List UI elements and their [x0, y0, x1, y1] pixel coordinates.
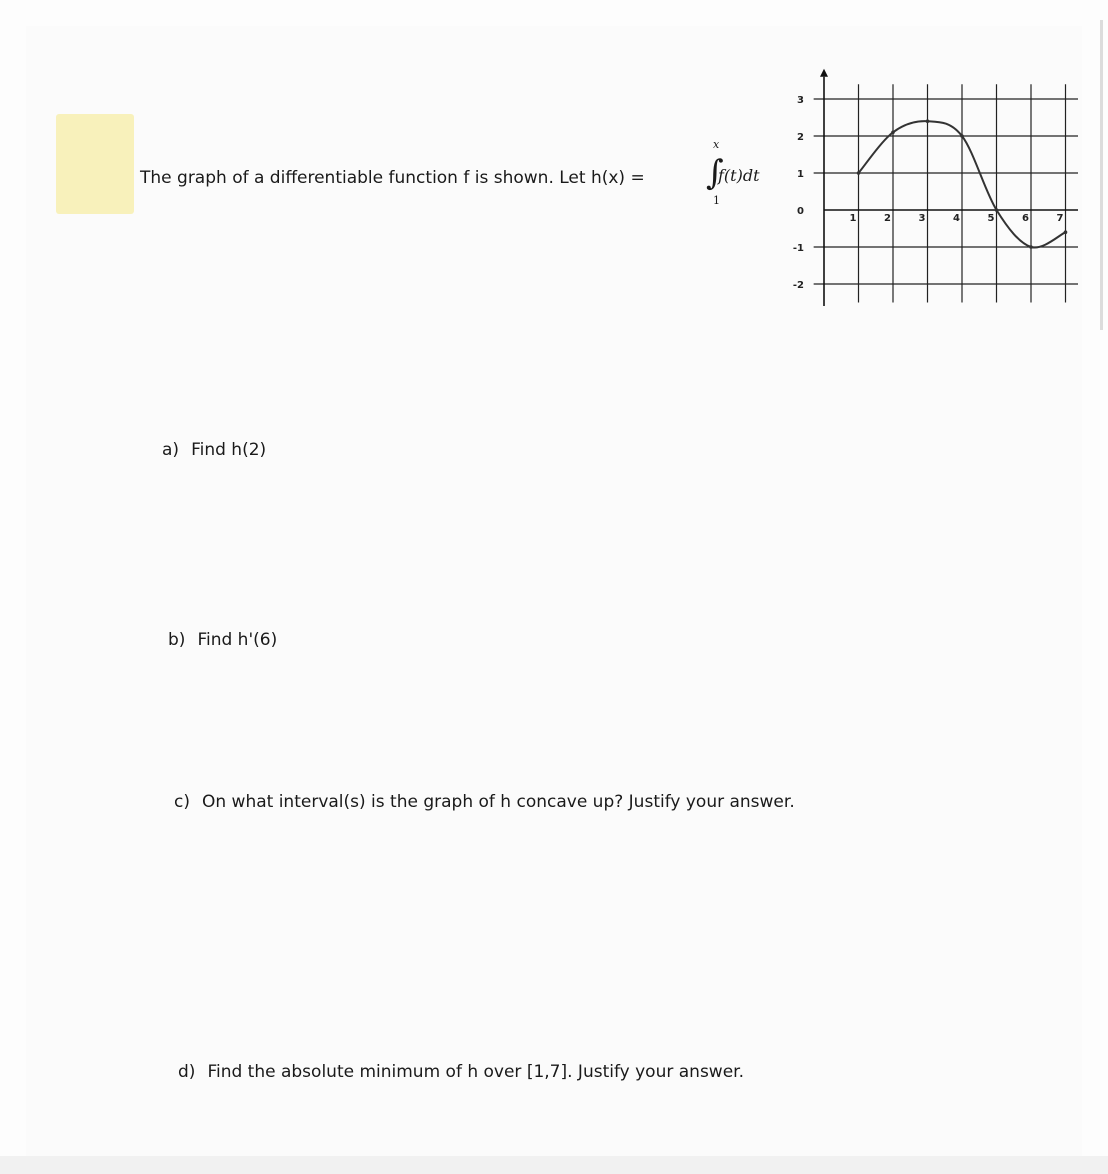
y-tick-label: 2	[797, 132, 804, 143]
curve-point	[1064, 230, 1068, 234]
curve-point	[995, 208, 999, 212]
x-tick-label: 1	[849, 213, 857, 224]
integral-sign: ∫	[706, 153, 724, 193]
x-tick-label: 5	[987, 213, 995, 224]
x-tick-label: 2	[884, 213, 891, 224]
part-a-text: Find h(2)	[191, 440, 267, 460]
integral-upper-limit: x	[713, 138, 720, 151]
curve-point	[1029, 245, 1033, 249]
x-tick-label: 4	[953, 213, 960, 224]
page-edge	[1100, 20, 1103, 330]
function-graph	[778, 46, 1078, 306]
curve-point	[857, 171, 861, 175]
part-a	[162, 440, 266, 460]
y-tick-label: -1	[792, 243, 804, 254]
part-c	[174, 792, 795, 812]
x-tick-label: 3	[918, 213, 926, 224]
part-c-text: On what interval(s) is the graph of h concave up? Justify your answer.	[201, 792, 795, 812]
curve-point	[926, 119, 930, 123]
sticky-highlight	[56, 114, 134, 214]
y-tick-label: 0	[797, 206, 804, 217]
x-tick-label: 7	[1056, 213, 1064, 224]
y-tick-label: -2	[792, 280, 804, 291]
part-b-text: Find h'(6)	[197, 630, 278, 650]
y-tick-label: 1	[797, 169, 804, 180]
part-d-text: Find the absolute minimum of h over [1,7]. Justify your answer.	[207, 1062, 744, 1082]
part-d	[178, 1062, 744, 1082]
integral-expression	[700, 138, 780, 218]
curve-point	[891, 131, 895, 135]
y-axis-arrow-icon	[820, 69, 828, 77]
question-intro: The graph of a differentiable function f is shown. Let h(x) =	[140, 168, 645, 188]
integral-lower-limit: 1	[713, 194, 720, 207]
part-d-label: d)	[178, 1062, 196, 1082]
part-a-label: a)	[162, 440, 180, 460]
x-tick-label: 6	[1022, 213, 1029, 224]
part-b-label: b)	[168, 630, 186, 650]
integrand: f(t)dt	[718, 166, 760, 185]
y-tick-label: 3	[797, 95, 804, 106]
bottom-band	[0, 1156, 1108, 1174]
curve-point	[960, 134, 964, 138]
part-c-label: c)	[174, 792, 190, 812]
part-b	[168, 630, 277, 650]
